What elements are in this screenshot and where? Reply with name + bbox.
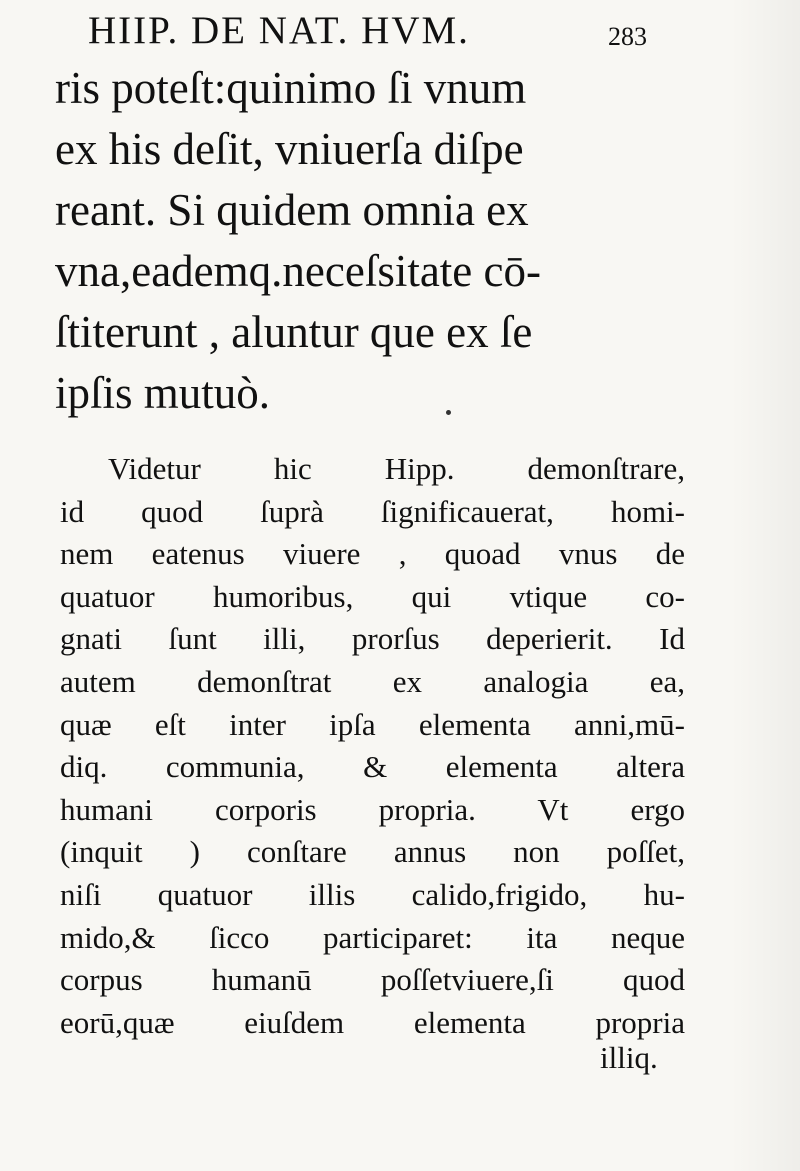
commentary-line: humani corporis propria. Vt ergo — [60, 791, 685, 827]
commentary-line: mido,& ſicco participaret: ita neque — [60, 919, 685, 955]
main-text-line: ris poteſt:quinimo ſi vnum — [55, 63, 527, 113]
page-header — [88, 8, 688, 56]
commentary-line: Videtur hic Hipp. demonſtrare, — [108, 451, 685, 486]
main-text-block — [55, 58, 685, 424]
commentary-line: nem eatenus viuere , quoad vnus de — [60, 536, 685, 572]
commentary-line: id quod ſuprà ſignificauerat, homi- — [60, 493, 685, 529]
commentary-block — [60, 448, 685, 1044]
page-edge-shadow — [730, 0, 800, 1171]
main-text-line: ipſis mutuò. — [55, 368, 271, 418]
commentary-line: eorū,quæ eiuſdem elementa propria — [60, 1004, 685, 1040]
commentary-line: corpus humanū poſſetviuere,ſi quod — [60, 962, 685, 998]
commentary-line: quæ eſt inter ipſa elementa anni,mū- — [60, 706, 685, 742]
commentary-line: niſi quatuor illis calido,frigido, hu- — [60, 876, 685, 912]
commentary-line: gnati ſunt illi, prorſus deperierit. Id — [60, 621, 685, 657]
main-text-line: reant. Si quidem omnia ex — [55, 185, 529, 235]
running-title: HIIP. DE NAT. HVM. — [88, 9, 470, 52]
commentary-line: quatuor humoribus, qui vtique co- — [60, 578, 685, 614]
main-text-line: vna,eademq.neceſsitate cō- — [55, 246, 541, 296]
main-text-line: ſtiterunt , aluntur que ex ſe — [55, 307, 533, 357]
commentary-line: autem demonſtrat ex analogia ea, — [60, 663, 685, 699]
catchword: illiq. — [600, 1040, 658, 1075]
commentary-line: (inquit ) conſtare annus non poſſet, — [60, 834, 685, 870]
page-number: 283 — [608, 22, 647, 51]
main-text-line: ex his deſit, vniuerſa diſpe — [55, 124, 524, 174]
commentary-line: diq. communia, & elementa altera — [60, 749, 685, 785]
printer-dot — [446, 410, 451, 415]
